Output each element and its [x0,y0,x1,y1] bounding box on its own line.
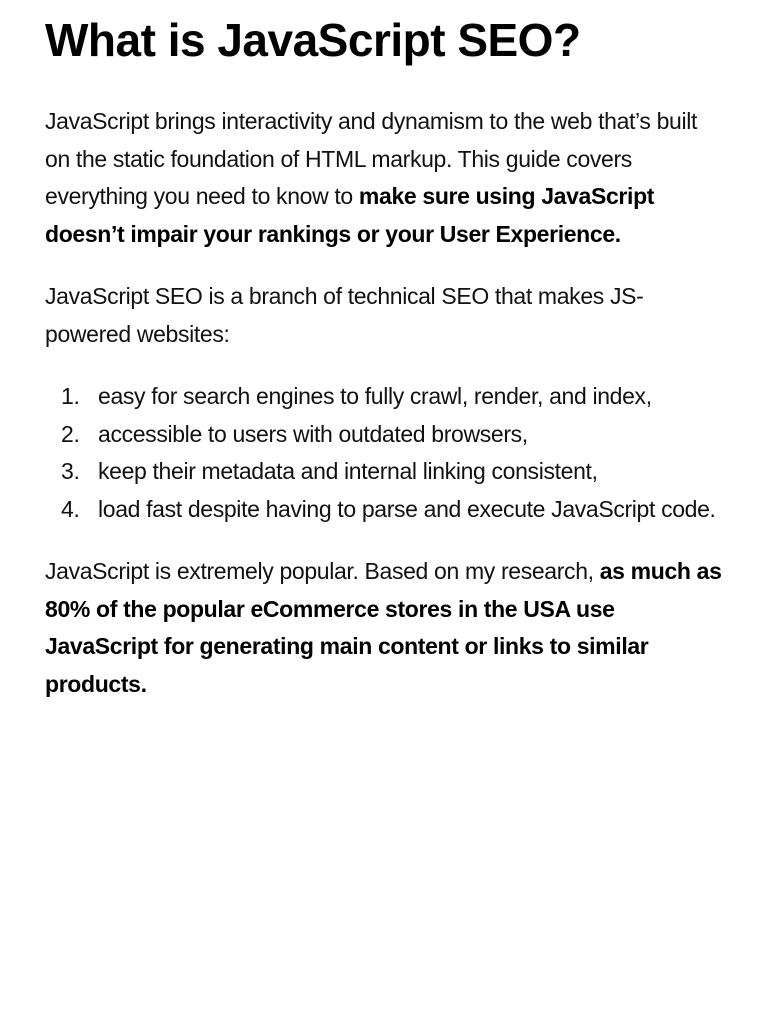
intro-bold-text: make sure using JavaScript doesn’t impair your rankings or your User Experience. [45,183,655,247]
popularity-paragraph [45,553,723,703]
list-item-text: keep their metadata and internal linking consistent, [98,458,598,484]
requirements-list [45,378,723,528]
definition-paragraph: JavaScript SEO is a branch of technical SEO that makes JS-powered websites: [45,283,644,347]
page-title: What is JavaScript SEO? [45,14,581,66]
list-item [45,453,723,491]
list-item-text: easy for search engines to fully crawl, render, and index, [98,383,652,409]
list-item-number: 3. [61,458,80,484]
list-item-text: load fast despite having to parse and execute JavaScript code. [98,495,716,522]
list-item-number: 1. [61,383,80,409]
intro-paragraph [45,103,723,253]
list-item [45,491,723,529]
popularity-bold-text: as much as 80% of the popular eCommerce stores in the USA use JavaScript for generating main content or links to similar products. [45,558,722,697]
list-item-text: accessible to users with outdated browsers, [98,420,528,447]
list-item-number: 2. [61,420,80,447]
list-item [45,416,723,454]
popularity-text: JavaScript is extremely popular. Based on my research, [45,558,600,584]
intro-text: JavaScript brings interactivity and dynamism to the web that’s built on the static foundation of HTML markup. This guide covers everything you need to know to [45,108,698,209]
list-item [45,378,723,416]
list-item-number: 4. [61,495,80,522]
